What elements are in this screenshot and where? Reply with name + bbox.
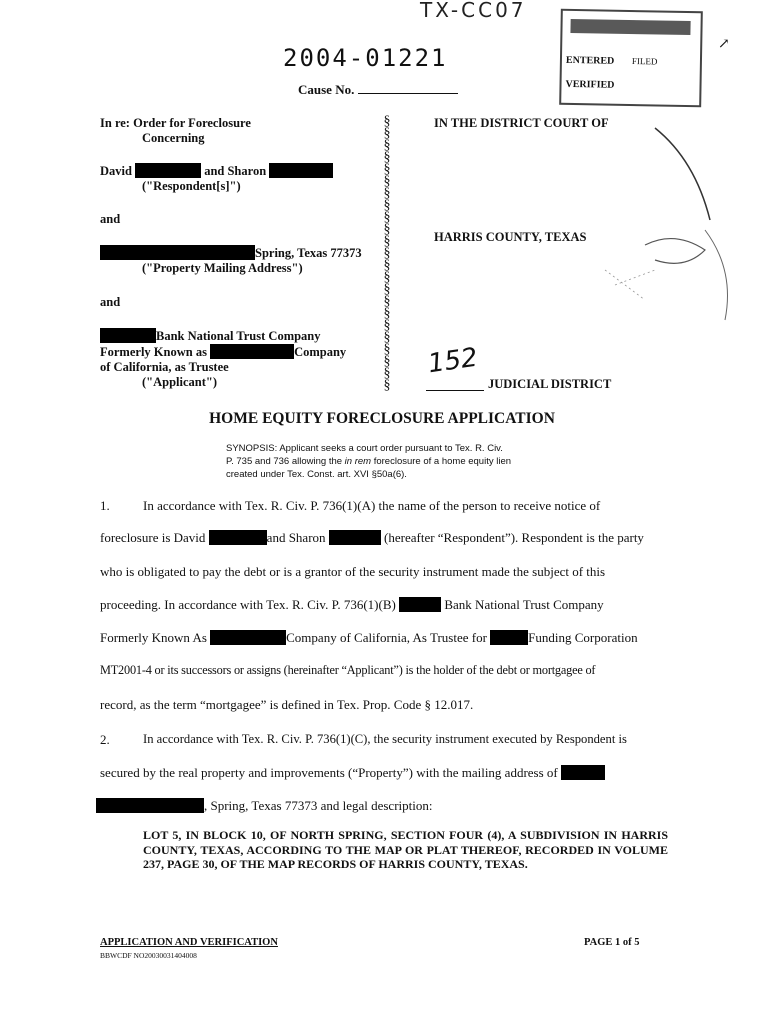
redaction-bar xyxy=(269,163,333,178)
redaction-bar xyxy=(210,630,286,645)
paragraph-text: record, as the term “mortgagee” is defined in Tex. Prop. Code § 12.017. xyxy=(100,697,474,712)
paragraph-text: In accordance with Tex. R. Civ. P. 736(1)(C), the security instrument executed by Respondent is xyxy=(143,732,627,746)
redaction-bar xyxy=(210,344,294,359)
handwritten-reference: TX-CC07 xyxy=(420,0,527,22)
redaction-bar xyxy=(209,530,267,545)
stamp-line-top: FILED xyxy=(631,56,658,67)
paragraph-text: secured by the real property and improvements (“Property”) with the mailing address of xyxy=(100,765,665,781)
redaction-bar xyxy=(100,328,156,343)
caption-respondents: David and Sharon ("Respondent[s]") xyxy=(100,163,333,194)
county-line: HARRIS COUNTY, TEXAS xyxy=(434,230,587,244)
stamp-line-verified: VERIFIED xyxy=(565,78,615,91)
paragraph-text: Formerly Known As Company of California, As Trustee for Funding Corporation xyxy=(100,630,638,645)
judicial-blank xyxy=(426,390,484,391)
footer-doc-code: BBWCDF NO20030031404008 xyxy=(100,951,197,960)
court-name-line: IN THE DISTRICT COURT OF xyxy=(434,116,609,130)
stamp-line-filed: ENTERED xyxy=(565,54,615,67)
redaction-bar xyxy=(329,530,381,545)
document-title: HOME EQUITY FORECLOSURE APPLICATION xyxy=(209,410,555,427)
redaction-bar xyxy=(399,597,441,612)
redaction-bar xyxy=(135,163,201,178)
caption-and-1: and xyxy=(100,212,121,226)
handwritten-court-number: 152 xyxy=(426,342,480,380)
cause-number-label: Cause No. xyxy=(298,82,458,98)
handwritten-scribble-icon xyxy=(585,120,745,340)
caption-and-2: and xyxy=(100,295,121,309)
paragraph-number: 1. xyxy=(100,498,110,513)
paragraph-text: who is obligated to pay the debt or is a grantor of the security instrument made the subject of this xyxy=(100,564,606,579)
footer-page-number: PAGE 1 of 5 xyxy=(584,937,640,948)
paragraph-text: , Spring, Texas 77373 and legal description: xyxy=(96,798,661,814)
judicial-district-line: JUDICIAL DISTRICT xyxy=(488,377,612,391)
section-symbol-column: § § § § § § § § § § § § § § § § § § § § § § § xyxy=(383,114,391,393)
paragraph-text: MT2001-4 or its successors or assigns (hereinafter “Applicant”) is the holder of the debt or mortgagee of xyxy=(100,663,596,677)
redaction-bar xyxy=(100,245,255,260)
paragraph-number: 2. xyxy=(100,732,110,747)
redaction-bar xyxy=(561,765,605,780)
cause-number-blank xyxy=(358,93,458,94)
legal-description: LOT 5, IN BLOCK 10, OF NORTH SPRING, SECTION FOUR (4), A SUBDIVISION IN HARRIS COUNTY, TEXAS, ACCORDING TO THE MAP OR PLAT THEREOF, RECORDED IN VOLUME 237, PAGE 30, OF THE MAP RECORDS OF HARRIS COUNTY, TEXAS. xyxy=(143,828,668,871)
caption-applicant: Bank National Trust Company Formerly Known as Company of California, as Trustee ("Applicant") xyxy=(100,329,347,389)
case-number: 2004-01221 xyxy=(283,44,448,72)
stamp-mark-icon: ↗ xyxy=(718,37,730,52)
paragraph-text: In accordance with Tex. R. Civ. P. 736(1)(A) the name of the person to receive notice of xyxy=(143,498,601,513)
redaction-bar xyxy=(490,630,528,645)
redaction-bar xyxy=(96,798,204,813)
paragraph-text: proceeding. In accordance with Tex. R. Civ. P. 736(1)(B) Bank National Trust Company xyxy=(100,597,604,612)
synopsis: SYNOPSIS: Applicant seeks a court order pursuant to Tex. R. Civ. P. 735 and 736 allowing the in rem foreclosure of a home equity lien created under Tex. Const. art. XVI §50a(6). xyxy=(226,443,512,480)
paragraph-text: foreclosure is David and Sharon (hereafter “Respondent”). Respondent is the party xyxy=(100,530,644,545)
caption-in-re: In re: Order for Foreclosure Concerning xyxy=(100,116,251,145)
caption-property: Spring, Texas 77373 ("Property Mailing Address") xyxy=(100,245,362,276)
clerk-stamp xyxy=(559,9,703,107)
footer-doc-type: APPLICATION AND VERIFICATION xyxy=(100,937,278,948)
